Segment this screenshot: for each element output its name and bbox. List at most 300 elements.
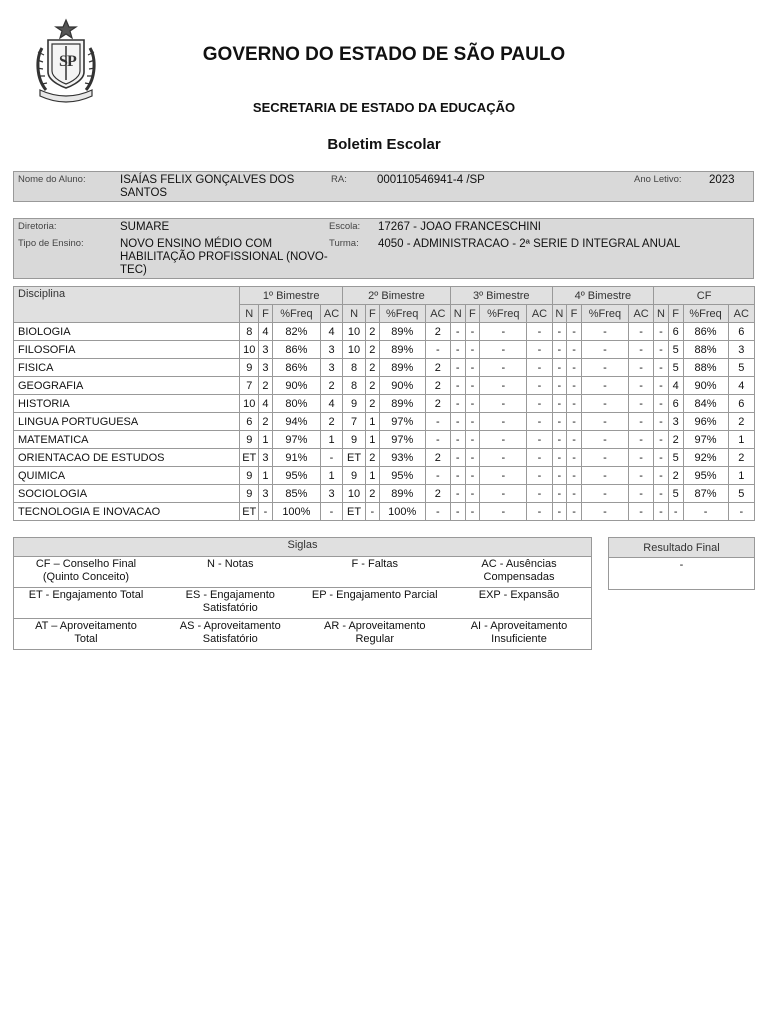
grade-cell: - (425, 467, 450, 485)
cf-cell: 4 (728, 377, 754, 395)
grade-cell: - (527, 485, 552, 503)
period-header: 2º Bimestre (343, 287, 451, 305)
cf-cell: 84% (683, 395, 728, 413)
student-name-line1: ISAÍAS FELIX GONÇALVES DOS (120, 174, 295, 186)
discipline-name: BIOLOGIA (14, 323, 240, 341)
grade-cell: - (465, 395, 480, 413)
discipline-name: LINGUA PORTUGUESA (14, 413, 240, 431)
grade-cell: - (629, 359, 654, 377)
table-row (14, 449, 755, 467)
column-subheader: N (240, 305, 259, 323)
grade-cell: 7 (343, 413, 366, 431)
grade-cell: 100% (272, 503, 320, 521)
grade-cell: - (552, 359, 567, 377)
grade-cell: - (581, 485, 628, 503)
cf-cell: - (654, 449, 669, 467)
cf-cell: 88% (683, 359, 728, 377)
grade-cell: - (567, 503, 582, 521)
grade-cell: - (552, 377, 567, 395)
grade-cell: - (465, 503, 480, 521)
table-row (14, 431, 755, 449)
grade-cell: - (552, 449, 567, 467)
grade-cell: 94% (272, 413, 320, 431)
grade-cell: - (567, 323, 582, 341)
grade-cell: - (450, 485, 465, 503)
cf-cell: 2 (728, 449, 754, 467)
grade-cell: - (465, 485, 480, 503)
grade-cell: - (425, 503, 450, 521)
grade-cell: - (527, 431, 552, 449)
grade-cell: - (527, 467, 552, 485)
grade-cell: - (320, 449, 342, 467)
grade-cell: - (480, 503, 527, 521)
svg-text:S: S (59, 53, 68, 70)
column-subheader: F (668, 305, 683, 323)
period-header: CF (654, 287, 755, 305)
grade-cell: 80% (272, 395, 320, 413)
document-title: Boletim Escolar (327, 136, 441, 153)
grade-cell: - (567, 431, 582, 449)
grade-cell: - (450, 395, 465, 413)
grade-cell: 9 (343, 467, 366, 485)
grade-cell: 2 (320, 377, 342, 395)
grade-cell: 3 (259, 359, 273, 377)
sigla-item: AS - Aproveitamento Satisfatório (158, 619, 303, 650)
grade-cell: - (567, 485, 582, 503)
column-subheader: %Freq (581, 305, 628, 323)
sigla-item: ET - Engajamento Total (14, 588, 159, 619)
cf-cell: 3 (668, 413, 683, 431)
grade-cell: - (552, 503, 567, 521)
cf-cell: - (654, 377, 669, 395)
grade-cell: - (465, 467, 480, 485)
grade-cell: 2 (425, 323, 450, 341)
grade-cell: 8 (343, 377, 366, 395)
grade-cell: 82% (272, 323, 320, 341)
grade-cell: 7 (240, 377, 259, 395)
table-row (14, 503, 755, 521)
grade-cell: 2 (425, 377, 450, 395)
cf-cell: 1 (728, 431, 754, 449)
grade-cell: - (480, 485, 527, 503)
grade-cell: 3 (320, 341, 342, 359)
cf-cell: - (654, 341, 669, 359)
grade-cell: - (465, 323, 480, 341)
sigla-item: AI - Aproveitamento Insuficiente (447, 619, 592, 650)
grade-cell: - (629, 485, 654, 503)
grade-cell: 2 (425, 449, 450, 467)
grade-cell: - (450, 449, 465, 467)
grade-cell: - (629, 503, 654, 521)
grade-cell: - (552, 323, 567, 341)
grade-cell: - (552, 413, 567, 431)
grade-cell: - (425, 341, 450, 359)
grade-cell: 89% (379, 359, 425, 377)
ensino-label: Tipo de Ensino: (18, 238, 84, 249)
column-subheader: %Freq (683, 305, 728, 323)
grade-cell: 9 (343, 395, 366, 413)
grade-cell: - (527, 359, 552, 377)
discipline-name: GEOGRAFIA (14, 377, 240, 395)
grade-cell: - (581, 503, 628, 521)
grade-cell: - (552, 341, 567, 359)
sigla-item: CF – Conselho Final (Quinto Conceito) (14, 557, 159, 588)
cf-cell: 4 (668, 377, 683, 395)
sigla-item: AC - Ausências Compensadas (447, 557, 592, 588)
grade-cell: 9 (343, 431, 366, 449)
sigla-item: AR - Aproveitamento Regular (303, 619, 448, 650)
grade-cell: 95% (272, 467, 320, 485)
ra-label: RA: (331, 174, 347, 185)
discipline-name: TECNOLOGIA E INOVACAO (14, 503, 240, 521)
cf-cell: 2 (728, 413, 754, 431)
turma-label: Turma: (329, 238, 359, 249)
cf-cell: 97% (683, 431, 728, 449)
grade-cell: - (629, 431, 654, 449)
grade-cell: - (527, 341, 552, 359)
grade-cell: 2 (366, 323, 380, 341)
year-label: Ano Letivo: (634, 174, 682, 185)
grade-cell: 10 (343, 341, 366, 359)
discipline-name: HISTORIA (14, 395, 240, 413)
grade-cell: 4 (320, 395, 342, 413)
cf-cell: 6 (668, 323, 683, 341)
cf-cell: 90% (683, 377, 728, 395)
period-header: 4º Bimestre (552, 287, 654, 305)
grade-cell: - (450, 377, 465, 395)
grade-cell: 10 (343, 323, 366, 341)
grade-cell: 1 (259, 467, 273, 485)
grades-table (13, 286, 755, 521)
grade-cell: 2 (259, 413, 273, 431)
cf-cell: 5 (728, 485, 754, 503)
grade-cell: 2 (425, 359, 450, 377)
sigla-item: ES - Engajamento Satisfatório (158, 588, 303, 619)
grade-cell: - (581, 395, 628, 413)
column-subheader: AC (629, 305, 654, 323)
sigla-item: EP - Engajamento Parcial (303, 588, 448, 619)
siglas-row (14, 557, 592, 588)
grade-cell: ET (240, 449, 259, 467)
discipline-name: ORIENTACAO DE ESTUDOS (14, 449, 240, 467)
grade-cell: ET (343, 503, 366, 521)
grade-cell: - (629, 413, 654, 431)
column-subheader: F (567, 305, 582, 323)
column-subheader: N (654, 305, 669, 323)
grade-cell: - (629, 449, 654, 467)
grade-cell: 4 (320, 323, 342, 341)
cf-cell: 6 (728, 395, 754, 413)
ensino-line2: HABILITAÇÃO PROFISSIONAL (NOVO- (120, 251, 328, 263)
grade-cell: 86% (272, 359, 320, 377)
cf-cell: - (728, 503, 754, 521)
page-title: GOVERNO DO ESTADO DE SÃO PAULO (202, 44, 566, 65)
discipline-name: FILOSOFIA (14, 341, 240, 359)
grade-cell: 8 (240, 323, 259, 341)
period-header: 3º Bimestre (450, 287, 552, 305)
column-subheader: N (343, 305, 366, 323)
column-subheader: AC (320, 305, 342, 323)
column-subheader: AC (425, 305, 450, 323)
cf-cell: 5 (668, 341, 683, 359)
grade-cell: 97% (379, 431, 425, 449)
student-name-line2: SANTOS (120, 187, 168, 199)
grade-cell: - (480, 341, 527, 359)
cf-cell: 6 (668, 395, 683, 413)
student-name-label: Nome do Aluno: (18, 174, 86, 185)
cf-cell: - (654, 467, 669, 485)
grade-cell: - (629, 341, 654, 359)
grade-cell: - (465, 449, 480, 467)
grade-cell: - (465, 431, 480, 449)
column-subheader: %Freq (379, 305, 425, 323)
grade-cell: 97% (379, 413, 425, 431)
cf-cell: - (654, 323, 669, 341)
grade-cell: - (450, 503, 465, 521)
result-value: - (609, 558, 755, 590)
grade-cell: 89% (379, 341, 425, 359)
grade-cell: 9 (240, 467, 259, 485)
grade-cell: 90% (379, 377, 425, 395)
column-subheader: F (366, 305, 380, 323)
table-row (14, 467, 755, 485)
page-subtitle: SECRETARIA DE ESTADO DA EDUCAÇÃO (252, 100, 516, 115)
grade-cell: 4 (259, 395, 273, 413)
grade-cell: - (567, 341, 582, 359)
grade-cell: - (581, 359, 628, 377)
grade-cell: - (552, 485, 567, 503)
grade-cell: - (567, 359, 582, 377)
grade-cell: - (320, 503, 342, 521)
grade-cell: 85% (272, 485, 320, 503)
grade-cell: 89% (379, 395, 425, 413)
grade-cell: - (581, 467, 628, 485)
grade-cell: - (552, 467, 567, 485)
table-row (14, 323, 755, 341)
grade-cell: 2 (320, 413, 342, 431)
siglas-row (14, 588, 592, 619)
sigla-item: F - Faltas (303, 557, 448, 588)
siglas-header: Siglas (14, 538, 592, 557)
diretoria-value: SUMARE (120, 221, 170, 233)
grade-cell: 2 (366, 377, 380, 395)
grade-cell: 90% (272, 377, 320, 395)
grade-cell: - (480, 413, 527, 431)
grade-cell: 10 (240, 341, 259, 359)
sigla-item: AT – Aproveitamento Total (14, 619, 159, 650)
discipline-header: Disciplina (14, 287, 240, 323)
grade-cell: - (567, 413, 582, 431)
grade-cell: - (567, 377, 582, 395)
grade-cell: - (567, 449, 582, 467)
grade-cell: 2 (425, 485, 450, 503)
sigla-item: N - Notas (158, 557, 303, 588)
discipline-name: FISICA (14, 359, 240, 377)
grade-cell: 2 (259, 377, 273, 395)
student-info-box (13, 171, 754, 202)
grade-cell: - (480, 395, 527, 413)
cf-cell: - (654, 503, 669, 521)
cf-cell: 5 (668, 359, 683, 377)
grade-cell: - (527, 395, 552, 413)
grade-cell: 2 (366, 485, 380, 503)
grade-cell: - (450, 413, 465, 431)
grade-cell: - (366, 503, 380, 521)
grade-cell: - (480, 359, 527, 377)
column-subheader: %Freq (480, 305, 527, 323)
grade-cell: - (581, 449, 628, 467)
grade-cell: 4 (259, 323, 273, 341)
grade-cell: - (465, 377, 480, 395)
grade-cell: - (581, 341, 628, 359)
school-info-box (13, 218, 754, 279)
grade-cell: - (450, 341, 465, 359)
grade-cell: - (629, 395, 654, 413)
grade-cell: 100% (379, 503, 425, 521)
grade-cell: 1 (259, 431, 273, 449)
column-subheader: N (450, 305, 465, 323)
grade-cell: - (425, 413, 450, 431)
grade-cell: 1 (320, 467, 342, 485)
grade-cell: - (581, 323, 628, 341)
siglas-table (13, 537, 592, 650)
cf-cell: 92% (683, 449, 728, 467)
table-row (14, 359, 755, 377)
grade-cell: - (465, 359, 480, 377)
svg-text:P: P (67, 53, 77, 70)
cf-cell: 96% (683, 413, 728, 431)
grade-cell: 3 (259, 449, 273, 467)
grade-cell: - (567, 467, 582, 485)
grade-cell: 93% (379, 449, 425, 467)
grade-cell: - (425, 431, 450, 449)
grade-cell: 2 (425, 395, 450, 413)
grade-cell: - (527, 323, 552, 341)
grade-cell: 3 (320, 359, 342, 377)
escola-value: 17267 - JOAO FRANCESCHINI (378, 221, 541, 233)
grade-cell: 1 (366, 413, 380, 431)
ra-value: 000110546941-4 /SP (377, 174, 485, 186)
grade-cell: - (527, 413, 552, 431)
grade-cell: - (527, 503, 552, 521)
grade-cell: 89% (379, 323, 425, 341)
diretoria-label: Diretoria: (18, 221, 57, 232)
cf-cell: 6 (728, 323, 754, 341)
grade-cell: - (480, 449, 527, 467)
grade-cell: 2 (366, 359, 380, 377)
result-table (608, 537, 755, 590)
grade-cell: 3 (259, 485, 273, 503)
grade-cell: 1 (320, 431, 342, 449)
grade-cell: 6 (240, 413, 259, 431)
grade-cell: - (552, 395, 567, 413)
discipline-name: MATEMATICA (14, 431, 240, 449)
column-subheader: F (465, 305, 480, 323)
grade-cell: - (450, 323, 465, 341)
grade-cell: - (259, 503, 273, 521)
cf-cell: 5 (728, 359, 754, 377)
grades-body (14, 323, 755, 521)
grade-cell: - (581, 413, 628, 431)
discipline-name: QUIMICA (14, 467, 240, 485)
grade-cell: - (629, 323, 654, 341)
grade-cell: 1 (366, 431, 380, 449)
discipline-name: SOCIOLOGIA (14, 485, 240, 503)
grade-cell: ET (343, 449, 366, 467)
period-header: 1º Bimestre (240, 287, 343, 305)
cf-cell: 2 (668, 467, 683, 485)
cf-cell: - (654, 413, 669, 431)
cf-cell: 2 (668, 431, 683, 449)
cf-cell: - (654, 485, 669, 503)
sigla-item: EXP - Expansão (447, 588, 592, 619)
column-subheader: N (552, 305, 567, 323)
ensino-line3: TEC) (120, 264, 147, 276)
grade-cell: - (465, 341, 480, 359)
grade-cell: - (552, 431, 567, 449)
cf-cell: 3 (728, 341, 754, 359)
table-row (14, 485, 755, 503)
grade-cell: - (581, 377, 628, 395)
grade-cell: - (527, 449, 552, 467)
grade-cell: ET (240, 503, 259, 521)
grade-cell: 10 (240, 395, 259, 413)
cf-cell: 5 (668, 449, 683, 467)
cf-cell: 1 (728, 467, 754, 485)
year-value: 2023 (709, 174, 735, 186)
grade-cell: - (527, 377, 552, 395)
ensino-line1: NOVO ENSINO MÉDIO COM (120, 238, 273, 250)
turma-value: 4050 - ADMINISTRACAO - 2ª SERIE D INTEGRAL ANUAL (378, 238, 681, 250)
cf-cell: 88% (683, 341, 728, 359)
grade-cell: 9 (240, 485, 259, 503)
grade-cell: - (480, 431, 527, 449)
cf-cell: - (654, 431, 669, 449)
grade-cell: - (629, 467, 654, 485)
grade-cell: 2 (366, 449, 380, 467)
escola-label: Escola: (329, 221, 361, 232)
grade-cell: 2 (366, 395, 380, 413)
cf-cell: 86% (683, 323, 728, 341)
cf-cell: 5 (668, 485, 683, 503)
cf-cell: - (668, 503, 683, 521)
grade-cell: 95% (379, 467, 425, 485)
cf-cell: 95% (683, 467, 728, 485)
grade-cell: 97% (272, 431, 320, 449)
grade-cell: 8 (343, 359, 366, 377)
column-subheader: AC (527, 305, 552, 323)
grade-cell: 1 (366, 467, 380, 485)
cf-cell: - (654, 395, 669, 413)
grade-cell: - (450, 431, 465, 449)
grade-cell: 10 (343, 485, 366, 503)
grade-cell: 91% (272, 449, 320, 467)
grade-cell: - (450, 467, 465, 485)
grade-cell: 3 (320, 485, 342, 503)
grade-cell: - (480, 377, 527, 395)
grade-cell: - (581, 431, 628, 449)
cf-cell: - (654, 359, 669, 377)
column-subheader: F (259, 305, 273, 323)
result-header: Resultado Final (609, 538, 755, 558)
siglas-row (14, 619, 592, 650)
table-row (14, 377, 755, 395)
grade-cell: - (465, 413, 480, 431)
grade-cell: 2 (366, 341, 380, 359)
grade-cell: - (480, 467, 527, 485)
grade-cell: - (450, 359, 465, 377)
column-subheader: AC (728, 305, 754, 323)
